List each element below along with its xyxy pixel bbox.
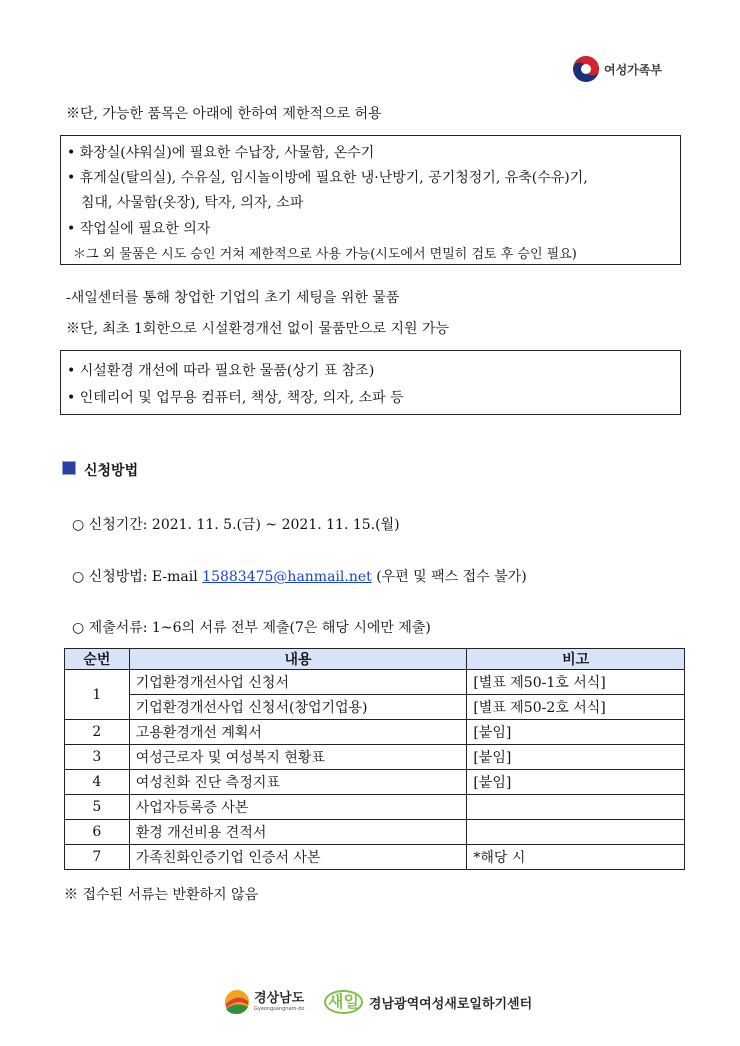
application-period: ○ 신청기간: 2021. 11. 5.(금) ~ 2021. 11. 15.(월) [72,517,400,533]
saeil-center-name: 경남광역여성새로일하기센터 [368,996,533,1012]
ministry-name: 여성가족부 [604,62,662,77]
documents-table [64,648,685,870]
row-note: [별표 제50-2호 서식] [467,695,685,720]
row-no: 6 [65,820,130,845]
row-content: 기업환경개선사업 신청서(창업기업용) [129,695,467,720]
table-row [65,670,685,695]
row-note: [별표 제50-1호 서식] [467,670,685,695]
startup-items-box [60,350,681,415]
section-bullet-icon [62,461,76,475]
allowed-item-continued: 침대, 사물함(옷장), 탁자, 의자, 소파 [81,195,304,211]
required-documents: ○ 제출서류: 1~6의 서류 전부 제출(7은 해당 시에만 제출) [72,620,431,636]
row-content: 고용환경개선 계획서 [129,720,467,745]
startup-item: • 인테리어 및 업무용 컴퓨터, 책상, 책장, 의자, 소파 등 [67,390,404,406]
startup-line: -새일센터를 통해 창업한 기업의 초기 세팅을 위한 물품 [66,290,400,306]
table-row [65,770,685,795]
startup-item: • 시설환경 개선에 따라 필요한 물품(상기 표 참조) [67,363,375,379]
row-note [467,795,685,820]
allowed-item-exception: ＊그 외 물품은 시도 승인 거쳐 제한적으로 사용 가능(시도에서 면밀히 검토 후 승인 필요) [73,247,577,262]
application-method [72,566,527,586]
method-suffix: (우편 및 팩스 접수 불가) [371,569,527,585]
row-no: 3 [65,745,130,770]
header-content: 내용 [129,649,467,670]
table-row [65,695,685,720]
table-footnote: ※ 접수된 서류는 반환하지 않음 [64,887,259,903]
row-content: 사업자등록증 사본 [129,795,467,820]
header-note: 비고 [467,649,685,670]
allowed-item: • 화장실(샤워실)에 필요한 수납장, 사물함, 온수기 [67,145,375,161]
table-row [65,845,685,870]
gyeongnam-sub: Gyeongsangnam-do [254,1006,305,1012]
allowed-items-note: ※단, 가능한 품목은 아래에 한하여 제한적으로 허용 [66,106,382,122]
table-row [65,795,685,820]
startup-note: ※단, 최초 1회한으로 시설환경개선 없이 물품만으로 지원 가능 [66,321,450,337]
row-content: 기업환경개선사업 신청서 [129,670,467,695]
row-no: 5 [65,795,130,820]
row-note [467,820,685,845]
header-no: 순번 [65,649,130,670]
gyeongnam-name: 경상남도 [254,991,305,1006]
email-link[interactable]: 15883475@hanmail.net [202,569,372,585]
gyeongnam-logo [224,982,304,1022]
section-title: 신청방법 [84,463,139,479]
table-row [65,820,685,845]
row-content: 환경 개선비용 견적서 [129,820,467,845]
saeil-mark-icon: 새일 [324,990,363,1014]
table-row [65,745,685,770]
table-row [65,720,685,745]
gyeongnam-emblem-icon [224,989,250,1015]
allowed-items-box [60,135,681,265]
ministry-logo [572,54,662,84]
table-header-row [65,649,685,670]
row-note: [붙임] [467,720,685,745]
row-content: 여성근로자 및 여성복지 현황표 [129,745,467,770]
row-content: 가족친화인증기업 인증서 사본 [129,845,467,870]
row-no: 7 [65,845,130,870]
row-content: 여성친화 진단 측정지표 [129,770,467,795]
row-no: 1 [65,670,130,720]
row-no: 2 [65,720,130,745]
row-note: [붙임] [467,745,685,770]
allowed-item: • 작업실에 필요한 의자 [67,221,211,237]
method-prefix: ○ 신청방법: E-mail [72,569,203,585]
allowed-item: • 휴게실(탈의실), 수유실, 임시놀이방에 필요한 냉·난방기, 공기청정기, 유축(수유)기, [67,170,588,186]
taegeuk-icon [572,55,600,83]
row-note: [붙임] [467,770,685,795]
saeil-center-logo [324,982,532,1022]
row-note: *해당 시 [467,845,685,870]
row-no: 4 [65,770,130,795]
